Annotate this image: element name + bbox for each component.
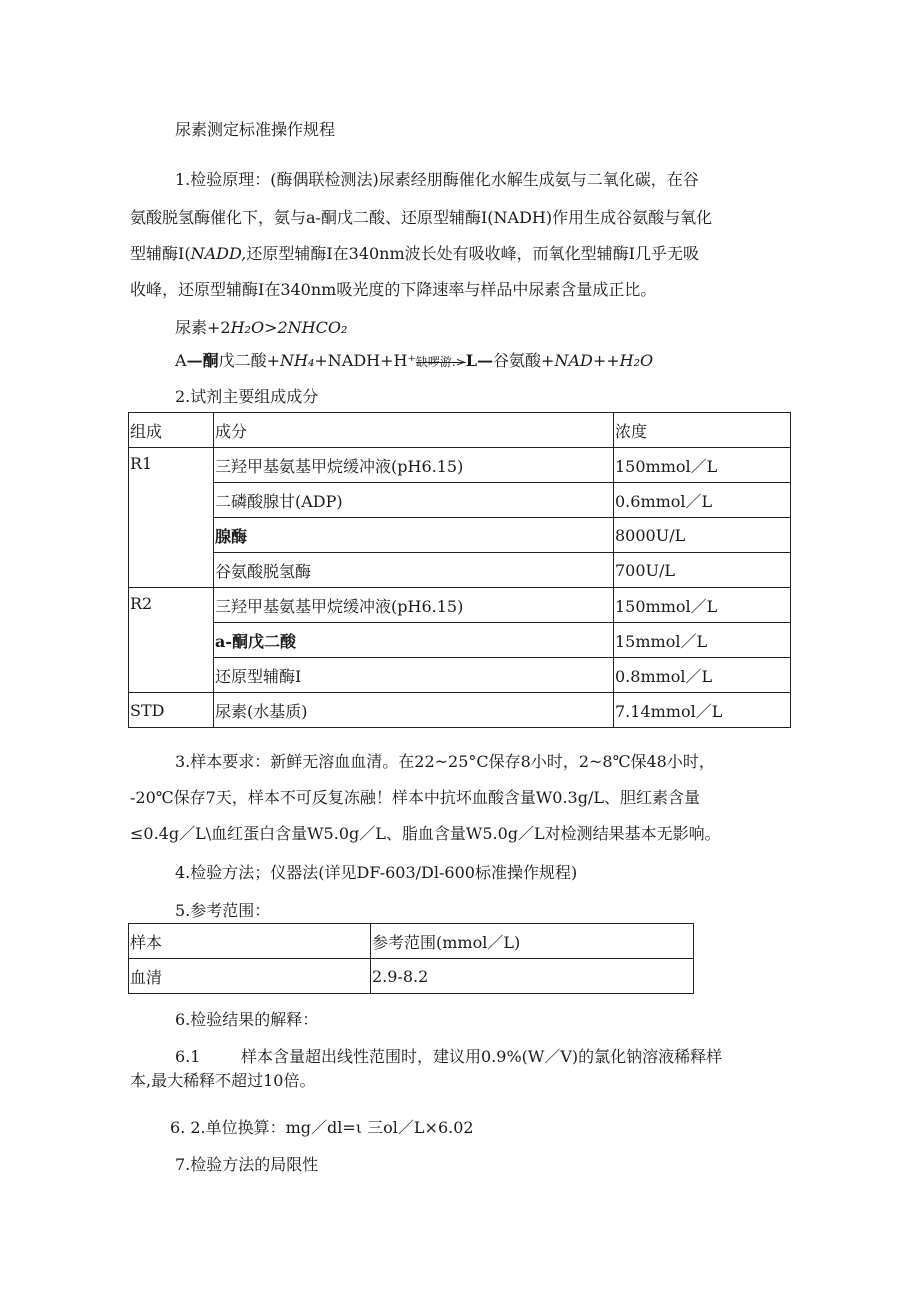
section-2-heading: 2.试剂主要组成成分	[175, 387, 319, 406]
table-row	[129, 553, 791, 588]
section-6-1-line-2: 本,最大稀释不超过10倍。	[130, 1071, 316, 1090]
header-sample: 样本	[129, 924, 371, 959]
equation-urea	[175, 318, 347, 338]
component-cell: 谷氨酸脱氢酶	[214, 553, 614, 588]
eq2-nh4: NH₄	[280, 351, 315, 370]
principle-line-4: 收峰，还原型辅酶Ⅰ在340nm吸光度的下降速率与样品中尿素含量成正比。	[130, 280, 657, 299]
concentration-cell: 0.8mmol／L	[614, 658, 791, 693]
eq2-nad: NAD++H₂O	[554, 351, 654, 370]
component-cell: 三羟甲基氨基甲烷缓冲液(pH6.15)	[214, 448, 614, 483]
sample-line-2: -20℃保存7天，样本不可反复冻融！样本中抗坏血酸含量W0.3g/L、胆红素含量	[130, 788, 700, 807]
component-cell: 三羟甲基氨基甲烷缓冲液(pH6.15)	[214, 588, 614, 623]
table-row	[129, 518, 791, 553]
component-cell: 二磷酸腺甘(ADP)	[214, 483, 614, 518]
eq2-glutarate: 戊二酸+	[218, 351, 280, 370]
principle-line-3-rest: 还原型辅酶Ⅰ在340nm波长处有吸收峰，而氧化型辅酶Ⅰ几乎无吸	[246, 244, 699, 263]
eq2-keto: —酮	[186, 351, 219, 370]
reagent-table	[128, 412, 791, 728]
component-cell: 尿素(水基质)	[214, 693, 614, 728]
principle-line-2: 氨酸脱氢酶催化下，氨与a-酮戊二酸、还原型辅酶Ⅰ(NADH)作用生成谷氨酸与氧化	[130, 208, 713, 227]
section-4-method: 4.检验方法；仪器法(详见DF-603/Dl-600标准操作规程)	[175, 863, 578, 882]
concentration-cell: 7.14mmol／L	[614, 693, 791, 728]
concentration-cell: 15mmol／L	[614, 623, 791, 658]
group-r2: R2	[129, 588, 214, 693]
table-row	[129, 658, 791, 693]
concentration-cell: 8000U/L	[614, 518, 791, 553]
component-cell: 还原型辅酶Ⅰ	[214, 658, 614, 693]
component-cell: 腺酶	[214, 518, 614, 553]
header-component: 成分	[214, 413, 614, 448]
group-r1: R1	[129, 448, 214, 588]
page-title: 尿素测定标准操作规程	[175, 120, 336, 139]
header-group: 组成	[129, 413, 214, 448]
eq2-a: A	[175, 351, 187, 370]
group-std: STD	[129, 693, 214, 728]
table-row	[129, 588, 791, 623]
equation-glutamate	[175, 351, 653, 372]
principle-line-3	[130, 244, 699, 264]
sample-line-1: 3.样本要求：新鲜无溶血血清。在22~25°C保存8小时，2~8℃保48小时，	[175, 752, 715, 771]
concentration-cell: 0.6mmol／L	[614, 483, 791, 518]
equation-urea-italic: H₂O>2NHCO₂	[230, 318, 348, 337]
reagent-header-row	[129, 413, 791, 448]
section-6-heading: 6.检验结果的解释：	[175, 1010, 319, 1029]
section-5-heading: 5.参考范围：	[175, 901, 271, 920]
concentration-cell: 150mmol／L	[614, 588, 791, 623]
reference-table	[128, 923, 694, 994]
section-7-heading: 7.检验方法的局限性	[175, 1155, 319, 1174]
range-cell: 2.9-8.2	[371, 959, 694, 994]
principle-nadd: NADD,	[190, 244, 247, 263]
header-concentration: 浓度	[614, 413, 791, 448]
principle-line-3-prefix: 型辅酶Ⅰ(	[130, 244, 191, 263]
table-row	[129, 623, 791, 658]
table-row	[129, 448, 791, 483]
eq2-glutamic: 谷氨酸+	[493, 351, 555, 370]
concentration-cell: 700U/L	[614, 553, 791, 588]
section-6-1-number: 6.1	[175, 1047, 201, 1066]
section-6-2-conversion: 6. 2.单位换算：mg／dl=ι 三ol／L×6.02	[170, 1118, 474, 1137]
header-range: 参考范围(mmol／L)	[371, 924, 694, 959]
reference-header-row	[129, 924, 694, 959]
component-cell: a-酮戊二酸	[214, 623, 614, 658]
table-row	[129, 483, 791, 518]
eq2-nadh: +NADH+H⁺	[314, 351, 416, 370]
eq2-l: L—	[465, 351, 494, 370]
eq2-enzyme-struck: 缺啰游.>	[415, 355, 466, 369]
table-row	[129, 959, 694, 994]
section-6-1-line-1: 样本含量超出线性范围时，建议用0.9%(W／V)的氯化钠溶液稀释样	[241, 1047, 723, 1066]
equation-urea-prefix: 尿素+2	[175, 318, 231, 337]
principle-line-1: 1.检验原理：(酶偶联检测法)尿素经朋酶催化水解生成氨与二氧化碳，在谷	[175, 170, 699, 189]
sample-cell: 血清	[129, 959, 371, 994]
table-row	[129, 693, 791, 728]
concentration-cell: 150mmol／L	[614, 448, 791, 483]
sample-line-3: ≤0.4g／L\血红蛋白含量W5.0g／L、脂血含量W5.0g／L对检测结果基本无影响。	[130, 824, 721, 843]
